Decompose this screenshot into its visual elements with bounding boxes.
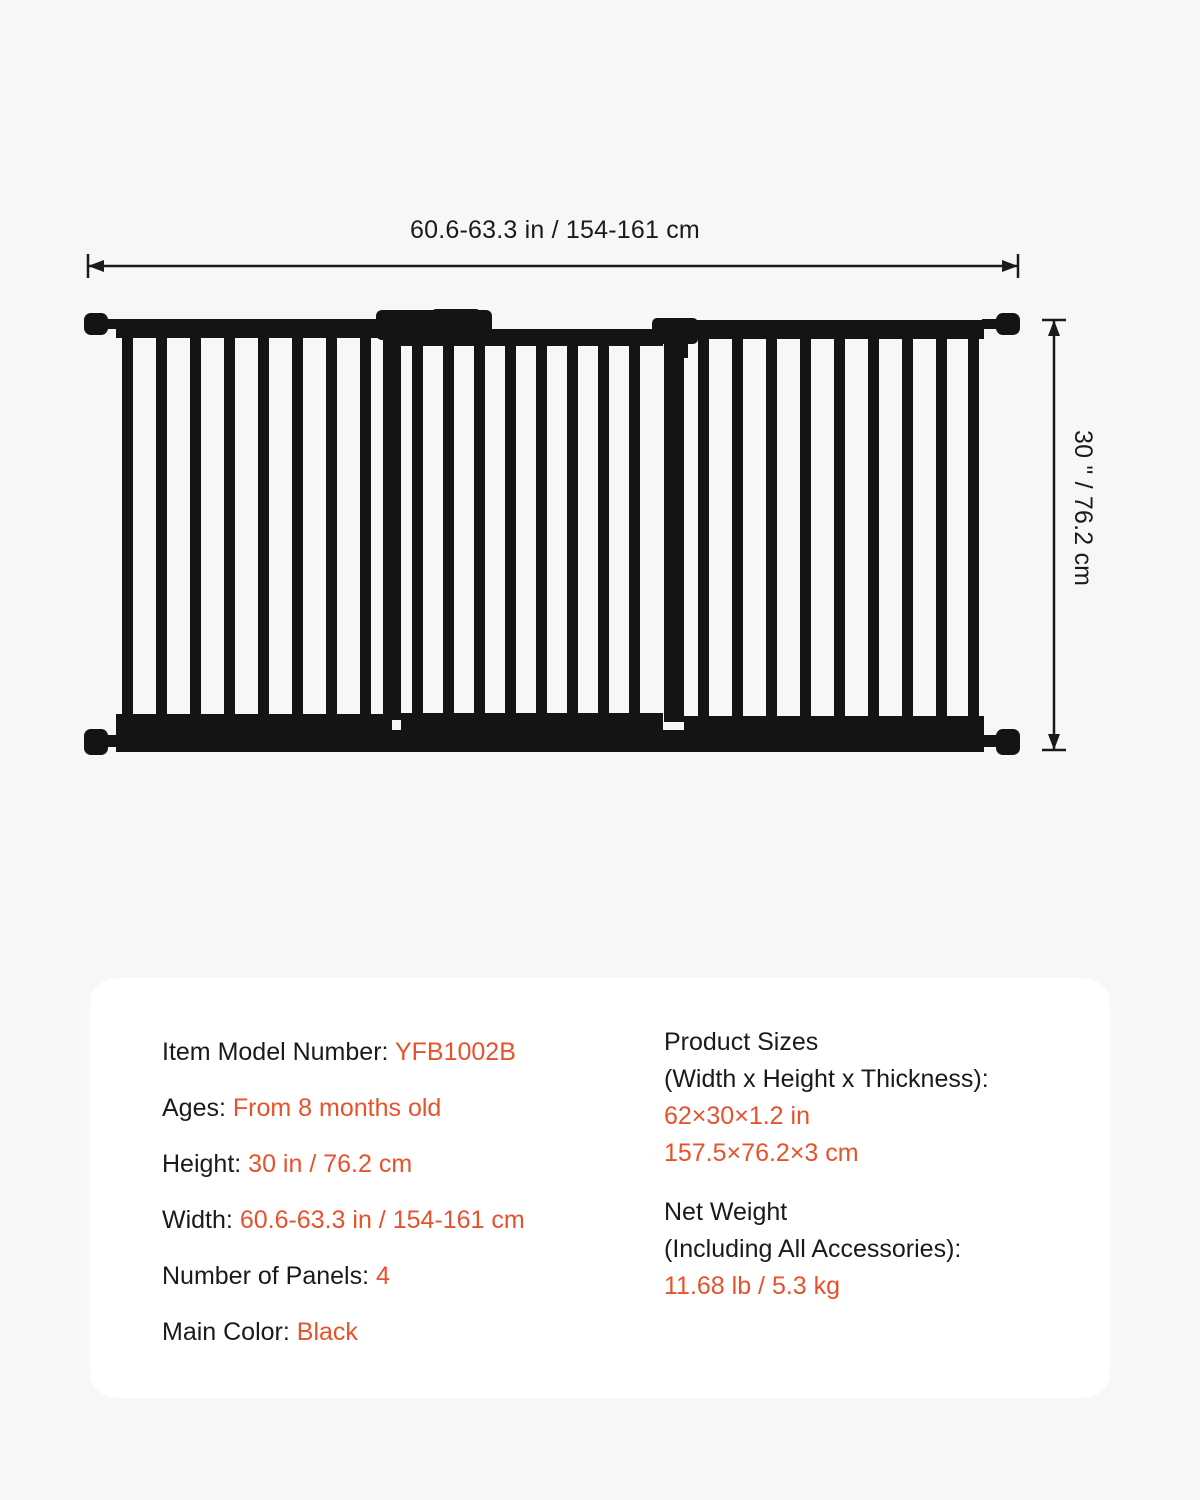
height-dimension-label: 30 " / 76.2 cm [1069, 430, 1097, 587]
spec-right-column [590, 1024, 1110, 1360]
spec-block-product-sizes [664, 1024, 1110, 1172]
gate-body [84, 309, 1020, 755]
spec-row-model [162, 1024, 590, 1080]
product-sizes-value-cm: 157.5×76.2×3 cm [664, 1139, 859, 1167]
bottom-main-rail [116, 730, 984, 752]
spec-row-height [162, 1136, 590, 1192]
right-panel-bars [698, 337, 979, 719]
spec-value-color: Black [296, 1318, 358, 1346]
pad-stem-top-right [982, 319, 1000, 329]
door-threshold-bar [401, 718, 663, 730]
net-weight-title-line1: Net Weight [664, 1198, 788, 1226]
door-bars [412, 344, 640, 716]
spec-label-width: Width: [162, 1206, 233, 1234]
spec-label-height: Height: [162, 1150, 242, 1178]
spec-label-panels: Number of Panels: [162, 1262, 370, 1290]
width-dimension-arrow [88, 254, 1018, 278]
spec-row-color [162, 1304, 590, 1360]
spec-row-width [162, 1192, 590, 1248]
spec-value-model: YFB1002B [394, 1038, 516, 1066]
spec-label-color: Main Color: [162, 1318, 290, 1346]
spec-row-ages [162, 1080, 590, 1136]
spec-left-column [90, 1024, 590, 1360]
specifications-card [90, 978, 1110, 1398]
right-panel-top-rail [684, 320, 984, 339]
height-dimension-arrow [1042, 320, 1066, 750]
spec-value-panels: 4 [376, 1262, 390, 1290]
pad-stem-bottom-right [982, 735, 1000, 747]
left-panel-top-rail [116, 319, 392, 338]
spec-label-ages: Ages: [162, 1094, 226, 1122]
spec-value-height: 30 in / 76.2 cm [248, 1150, 413, 1178]
product-sizes-title-line2: (Width x Height x Thickness): [664, 1065, 989, 1093]
hinge-post [383, 336, 401, 720]
latch-post [664, 330, 684, 722]
spec-label-model: Item Model Number: [162, 1038, 389, 1066]
left-panel-bars [122, 336, 371, 716]
net-weight-value: 11.68 lb / 5.3 kg [664, 1272, 841, 1300]
spec-value-ages: From 8 months old [232, 1094, 442, 1122]
width-dimension-label: 60.6-63.3 in / 154-161 cm [410, 216, 700, 244]
net-weight-title-line2: (Including All Accessories): [664, 1235, 962, 1263]
spec-row-panels [162, 1248, 590, 1304]
door-top-rail [401, 329, 663, 346]
product-sizes-title-line1: Product Sizes [664, 1028, 819, 1056]
product-sizes-value-in: 62×30×1.2 in [664, 1102, 810, 1130]
spec-block-net-weight [664, 1194, 1110, 1305]
spec-value-width: 60.6-63.3 in / 154-161 cm [239, 1206, 525, 1234]
